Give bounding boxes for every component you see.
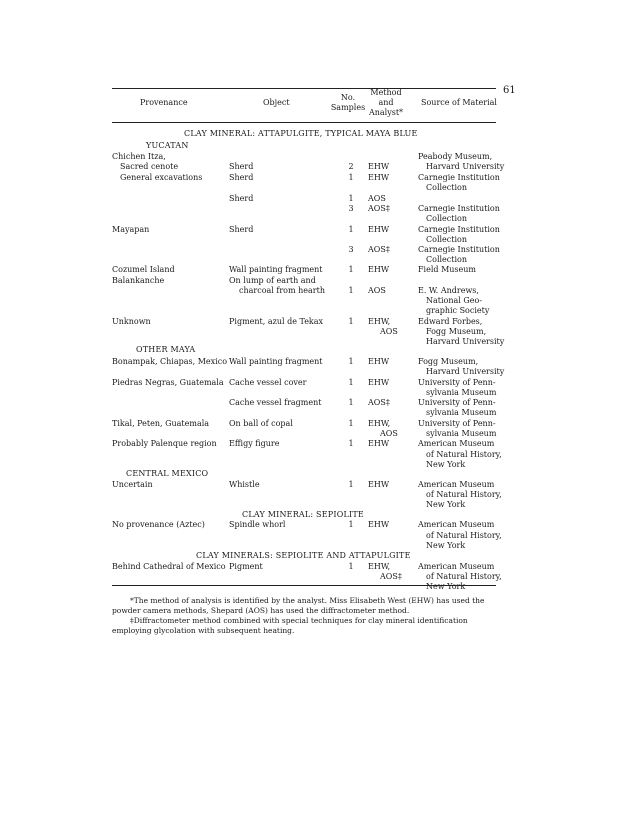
source-cell: New York <box>426 500 466 509</box>
object-cell: On ball of copal <box>229 419 293 428</box>
object-cell: Sherd <box>229 173 254 182</box>
provenance-cell: Bonampak, Chiapas, Mexico <box>112 357 228 366</box>
provenance-cell: Unknown <box>112 317 151 326</box>
source-cell: Edward Forbes, <box>418 317 483 326</box>
samples-cell: 1 <box>348 520 354 529</box>
source-cell: University of Penn- <box>418 398 496 407</box>
method-cell: EHW <box>368 439 390 448</box>
header-no-line2: Samples <box>330 103 366 112</box>
samples-cell: 1 <box>348 439 354 448</box>
samples-cell: 1 <box>348 265 354 274</box>
method-cell: AOS‡ <box>380 572 402 581</box>
region-other-maya: OTHER MAYA <box>136 345 196 354</box>
source-cell: Collection <box>426 214 468 223</box>
samples-cell: 1 <box>348 419 354 428</box>
samples-cell: 1 <box>348 398 354 407</box>
source-cell: Carnegie Institution <box>418 173 500 182</box>
samples-cell: 3 <box>348 204 354 213</box>
object-cell: Spindle whorl <box>229 520 286 529</box>
samples-cell: 2 <box>348 162 354 171</box>
source-cell: Carnegie Institution <box>418 204 500 213</box>
source-cell: Harvard University <box>426 337 505 346</box>
provenance-cell: Piedras Negras, Guatemala <box>112 378 224 387</box>
header-method-line3: Analyst* <box>368 108 404 117</box>
section-attapulgite: CLAY MINERAL: ATTAPULGITE, TYPICAL MAYA BLUE <box>184 129 418 138</box>
method-cell: EHW <box>368 378 390 387</box>
provenance-cell: General excavations <box>120 173 203 182</box>
provenance-cell: Uncertain <box>112 480 153 489</box>
object-cell: Cache vessel fragment <box>229 398 322 407</box>
source-cell: of Natural History, <box>426 490 502 499</box>
source-cell: of Natural History, <box>426 450 502 459</box>
region-central-mexico: CENTRAL MEXICO <box>126 469 209 478</box>
source-cell: University of Penn- <box>418 419 496 428</box>
method-cell: EHW <box>368 225 390 234</box>
source-cell: New York <box>426 541 466 550</box>
object-cell: Whistle <box>229 480 260 489</box>
source-cell: Collection <box>426 235 468 244</box>
page-number: 61 <box>503 85 516 96</box>
source-cell: Peabody Museum, <box>418 152 493 161</box>
method-cell: EHW, <box>368 419 391 428</box>
samples-cell: 1 <box>348 480 354 489</box>
source-cell: Carnegie Institution <box>418 245 500 254</box>
provenance-cell: Probably Palenque region <box>112 439 217 448</box>
method-cell: EHW <box>368 520 390 529</box>
source-cell: sylvania Museum <box>426 388 497 397</box>
provenance-cell: Cozumel Island <box>112 265 175 274</box>
source-cell: American Museum <box>418 562 495 571</box>
section-sepiolite-attapulgite: CLAY MINERALS: SEPIOLITE AND ATTAPULGITE <box>196 551 411 560</box>
provenance-cell: Tikal, Peten, Guatemala <box>112 419 210 428</box>
method-cell: AOS‡ <box>368 204 390 213</box>
object-cell: Sherd <box>229 194 254 203</box>
object-cell: charcoal from hearth <box>239 286 325 295</box>
method-cell: AOS <box>380 429 398 438</box>
method-cell: AOS <box>380 327 398 336</box>
object-cell: Sherd <box>229 162 254 171</box>
method-cell: EHW <box>368 480 390 489</box>
source-cell: Field Museum <box>418 265 476 274</box>
header-no-line1: No. <box>340 93 356 102</box>
header-method <box>366 88 406 118</box>
source-cell: American Museum <box>418 520 495 529</box>
source-cell: American Museum <box>418 439 495 448</box>
source-cell: Collection <box>426 255 468 264</box>
header-provenance: Provenance <box>140 98 188 107</box>
provenance-cell: Balankanche <box>112 276 165 285</box>
source-cell: Collection <box>426 183 468 192</box>
samples-cell: 1 <box>348 225 354 234</box>
footnote-star: *The method of analysis is identified by the analyst. Miss Elisabeth West (EHW) has used the powder camera methods, Shepard (AOS) has used the diffractometer method. <box>112 596 485 615</box>
object-cell: On lump of earth and <box>229 276 316 285</box>
object-cell: Pigment <box>229 562 263 571</box>
method-cell: AOS <box>368 286 386 295</box>
method-cell: EHW, <box>368 562 391 571</box>
source-cell: of Natural History, <box>426 531 502 540</box>
provenance-cell: Behind Cathedral of Mexico <box>112 562 226 571</box>
header-object: Object <box>263 98 290 107</box>
method-cell: EHW, <box>368 317 391 326</box>
samples-cell: 1 <box>348 317 354 326</box>
header-method-line2: and <box>378 98 394 107</box>
source-cell: American Museum <box>418 480 495 489</box>
object-cell: Wall painting fragment <box>229 265 323 274</box>
header-bottom-rule <box>112 122 496 123</box>
table-bottom-rule <box>112 585 496 586</box>
samples-cell: 1 <box>348 562 354 571</box>
provenance-cell: No provenance (Aztec) <box>112 520 205 529</box>
source-cell: University of Penn- <box>418 378 496 387</box>
method-cell: AOS‡ <box>368 398 390 407</box>
region-yucatan: YUCATAN <box>146 141 189 150</box>
footnote-dagger: ‡Diffractometer method combined with special techniques for clay mineral identification employing glycolation with subsequent heating. <box>112 616 468 635</box>
header-no-samples <box>328 93 368 113</box>
source-cell: Carnegie Institution <box>418 225 500 234</box>
source-cell: of Natural History, <box>426 572 502 581</box>
method-cell: AOS <box>368 194 386 203</box>
method-cell: EHW <box>368 173 390 182</box>
source-cell: New York <box>426 460 466 469</box>
method-cell: AOS‡ <box>368 245 390 254</box>
object-cell: Sherd <box>229 225 254 234</box>
samples-cell: 1 <box>348 357 354 366</box>
source-cell: E. W. Andrews, <box>418 286 479 295</box>
object-cell: Pigment, azul de Tekax <box>229 317 324 326</box>
source-cell: Harvard University <box>426 162 505 171</box>
provenance-cell: Sacred cenote <box>120 162 179 171</box>
samples-cell: 1 <box>348 194 354 203</box>
provenance-cell: Mayapan <box>112 225 150 234</box>
samples-cell: 1 <box>348 378 354 387</box>
provenance-cell: Chichen Itza, <box>112 152 166 161</box>
samples-cell: 1 <box>348 286 354 295</box>
source-cell: sylvania Museum <box>426 429 497 438</box>
method-cell: EHW <box>368 357 390 366</box>
source-cell: National Geo- <box>426 296 483 305</box>
source-cell: New York <box>426 582 466 591</box>
source-cell: Fogg Museum, <box>418 357 479 366</box>
section-sepiolite: CLAY MINERAL: SEPIOLITE <box>242 510 364 519</box>
source-cell: Fogg Museum, <box>426 327 487 336</box>
object-cell: Cache vessel cover <box>229 378 307 387</box>
method-cell: EHW <box>368 265 390 274</box>
source-cell: Harvard University <box>426 367 505 376</box>
samples-cell: 3 <box>348 245 354 254</box>
source-cell: graphic Society <box>426 306 490 315</box>
header-method-line1: Method <box>370 88 402 97</box>
header-source: Source of Material <box>421 98 497 107</box>
table-top-rule <box>112 88 496 89</box>
method-cell: EHW <box>368 162 390 171</box>
object-cell: Wall painting fragment <box>229 357 323 366</box>
samples-cell: 1 <box>348 173 354 182</box>
object-cell: Effigy figure <box>229 439 280 448</box>
source-cell: sylvania Museum <box>426 408 497 417</box>
